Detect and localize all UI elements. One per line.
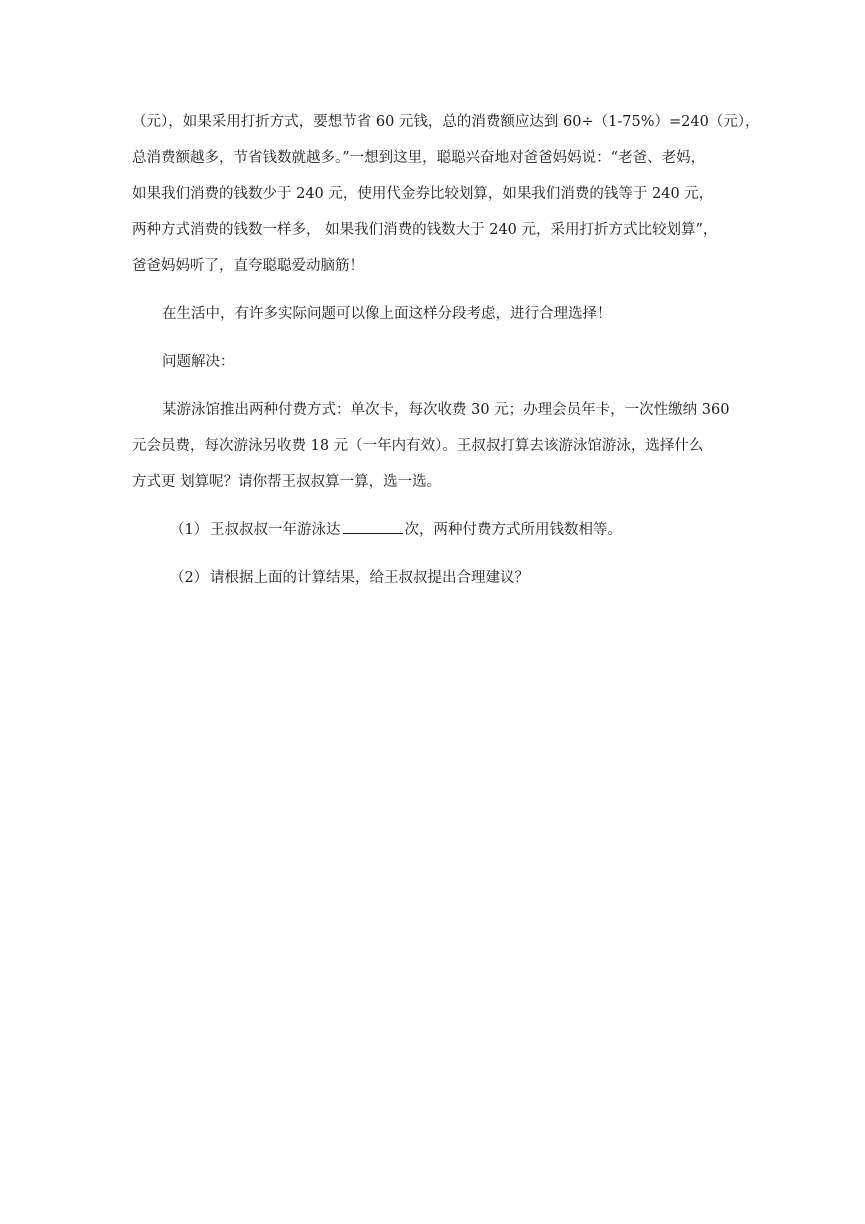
story-line: 总消费额越多，节省钱数就越多。”一想到这里，聪聪兴奋地对爸爸妈妈说：“老爸、老妈， — [132, 150, 706, 166]
question-number: （1） — [170, 522, 209, 538]
story-paragraph — [132, 104, 760, 284]
story-line: 如果我们消费的钱数少于 240 元，使用代金券比较划算，如果我们消费的钱等于 240 元， — [132, 186, 714, 202]
problem-paragraph — [132, 392, 752, 500]
question-text: 王叔叔叔一年游泳达 — [210, 522, 341, 538]
question-2 — [132, 560, 752, 596]
answer-blank[interactable] — [343, 519, 403, 534]
summary-paragraph: 在生活中，有许多实际问题可以像上面这样分段考虑，进行合理选择！ — [162, 306, 612, 322]
problem-line: 元会员费，每次游泳另收费 18 元（一年内有效）。王叔叔打算去该游泳馆游泳，选择什么 — [132, 438, 704, 454]
story-line: （元），如果采用打折方式，要想节省 60 元钱，总的消费额应达到 60÷（1-75%）=240（元）， — [132, 114, 760, 130]
story-line: 两种方式消费的钱数一样多， 如果我们消费的钱数大于 240 元，采用打折方式比较划算”， — [132, 222, 718, 238]
story-line: 爸爸妈妈听了，直夸聪聪爱动脑筋！ — [132, 258, 364, 274]
question-1 — [132, 512, 752, 548]
problem-line: 某游泳馆推出两种付费方式：单次卡，每次收费 30 元；办理会员年卡，一次性缴纳 360 — [162, 402, 730, 418]
question-text: 次，两种付费方式所用钱数相等。 — [404, 522, 622, 538]
document-body — [132, 104, 760, 596]
question-number: （2） — [170, 570, 209, 586]
problem-line: 方式更 划算呢？请你帮王叔叔算一算，选一选。 — [132, 474, 442, 490]
section-label: 问题解决： — [162, 354, 235, 370]
question-text: 请根据上面的计算结果，给王叔叔提出合理建议？ — [210, 570, 529, 586]
